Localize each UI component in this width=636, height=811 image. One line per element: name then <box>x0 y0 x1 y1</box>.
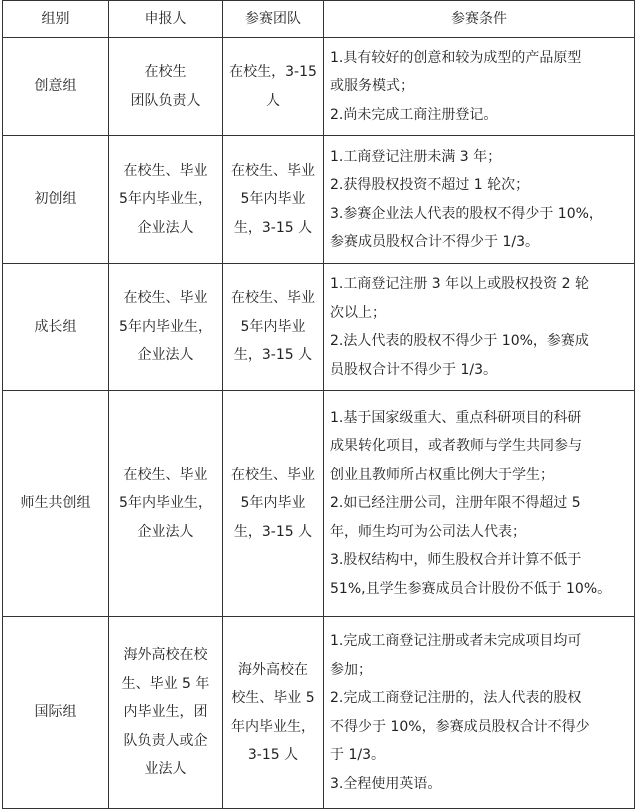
team-line: 生，3-15 人 <box>233 347 313 364</box>
conditions-line: 1.工商登记注册未满 3 年； <box>330 148 502 165</box>
header-conditions: 参赛条件 <box>324 1 635 38</box>
conditions-line: 2.完成工商登记注册的，法人代表的股权 <box>330 690 582 706</box>
applicant-line: 内毕业生，团 <box>123 704 208 721</box>
applicant-line: 5年内毕业生， <box>119 495 212 512</box>
cell-group <box>3 617 109 809</box>
conditions-line: 3.股权结构中，师生股权合并计算不低于 <box>330 552 582 569</box>
conditions-line: 51%,且学生参赛成员合计股份不低于 10%。 <box>330 580 612 597</box>
conditions-line: 年，师生均可为公司法人代表； <box>330 523 526 540</box>
conditions-line: 参赛成员股权合计不得少于 1/3。 <box>330 234 539 250</box>
applicant-line: 在校生、毕业 <box>123 290 208 307</box>
table-row <box>3 38 635 136</box>
cell-conditions <box>324 617 635 809</box>
group-line: 国际组 <box>34 704 77 721</box>
team-line: 校生、毕业 5 <box>231 690 315 706</box>
table-header-row <box>3 1 635 38</box>
team-line: 生，3-15 人 <box>233 219 313 236</box>
applicant-line: 团队负责人 <box>130 92 201 109</box>
team-line: 在校生、毕业 <box>231 466 315 483</box>
conditions-line: 不得少于 10%，参赛成员股权合计不得少 <box>330 718 590 735</box>
group-line: 师生共创组 <box>20 495 91 512</box>
applicant-line: 5年内毕业生， <box>119 318 212 335</box>
cell-group <box>3 38 109 136</box>
cell-group <box>3 391 109 617</box>
applicant-line: 生、毕业 5 年 <box>121 675 210 692</box>
applicant-line: 企业法人 <box>137 347 194 364</box>
conditions-line: 创业且教师所占权重比例大于学生； <box>330 466 554 483</box>
header-group: 组别 <box>3 1 109 38</box>
applicant-line: 企业法人 <box>137 523 194 540</box>
competition-groups-table <box>2 0 635 809</box>
cell-group <box>3 136 109 264</box>
table-row <box>3 264 635 391</box>
applicant-line: 队负责人或企 <box>123 732 208 749</box>
conditions-line: 1.基于国家级重大、重点科研项目的科研 <box>330 409 582 426</box>
conditions-line: 1.具有较好的创意和较为成型的产品原型 <box>330 49 582 66</box>
conditions-line: 员股权合计不得少于 1/3。 <box>330 361 497 378</box>
conditions-line: 1.工商登记注册 3 年以上或股权投资 2 轮 <box>330 276 589 292</box>
team-line: 3-15 人 <box>247 747 299 763</box>
cell-conditions <box>324 264 635 391</box>
cell-applicant <box>109 136 223 264</box>
group-line: 创意组 <box>34 78 77 95</box>
table-row <box>3 617 635 809</box>
cell-applicant <box>109 391 223 617</box>
cell-group <box>3 264 109 391</box>
conditions-line: 于 1/3。 <box>330 747 385 763</box>
group-line: 成长组 <box>34 318 77 335</box>
cell-conditions <box>324 136 635 264</box>
cell-team <box>223 617 324 809</box>
cell-applicant <box>109 38 223 136</box>
cell-conditions <box>324 391 635 617</box>
conditions-line: 3.全程使用英语。 <box>330 775 442 792</box>
conditions-line: 2.尚未完成工商注册登记。 <box>330 106 498 123</box>
team-line: 5年内毕业 <box>240 495 306 512</box>
applicant-line: 业法人 <box>144 761 187 778</box>
team-line: 生，3-15 人 <box>233 523 313 540</box>
applicant-line: 海外高校在校 <box>123 647 208 664</box>
cell-team <box>223 38 324 136</box>
conditions-line: 3.参赛企业法人代表的股权不得少于 10%， <box>330 205 603 222</box>
applicant-line: 在校生、毕业 <box>123 466 208 483</box>
table-row <box>3 136 635 264</box>
group-line: 初创组 <box>34 191 77 208</box>
conditions-line: 1.完成工商登记注册或者未完成项目均可 <box>330 633 582 649</box>
header-team: 参赛团队 <box>223 1 324 38</box>
cell-team <box>223 391 324 617</box>
applicant-line: 在校生、毕业 <box>123 162 208 179</box>
conditions-line: 或服务模式； <box>330 78 414 95</box>
team-line: 在校生，3-15 <box>229 64 317 80</box>
cell-team <box>223 136 324 264</box>
cell-conditions <box>324 38 635 136</box>
conditions-line: 次以上； <box>330 304 386 321</box>
conditions-line: 成果转化项目，或者教师与学生共同参与 <box>330 438 582 455</box>
team-line: 5年内毕业 <box>240 318 306 335</box>
team-line: 在校生、毕业 <box>231 290 315 307</box>
cell-applicant <box>109 617 223 809</box>
team-line: 海外高校在 <box>238 661 308 678</box>
applicant-line: 5年内毕业生， <box>119 191 212 208</box>
conditions-line: 2.获得股权投资不超过 1 轮次； <box>330 177 530 193</box>
header-applicant: 申报人 <box>109 1 223 38</box>
conditions-line: 参加； <box>330 661 372 678</box>
team-line: 年内毕业生， <box>231 718 315 735</box>
cell-team <box>223 264 324 391</box>
table-row <box>3 391 635 617</box>
applicant-line: 企业法人 <box>137 219 194 236</box>
team-line: 人 <box>266 92 280 109</box>
conditions-line: 2.法人代表的股权不得少于 10%，参赛成 <box>330 333 589 349</box>
applicant-line: 在校生 <box>144 64 187 80</box>
team-line: 5年内毕业 <box>240 191 306 208</box>
cell-applicant <box>109 264 223 391</box>
team-line: 在校生、毕业 <box>231 162 315 179</box>
conditions-line: 2.如已经注册公司，注册年限不得超过 5 <box>330 495 581 512</box>
